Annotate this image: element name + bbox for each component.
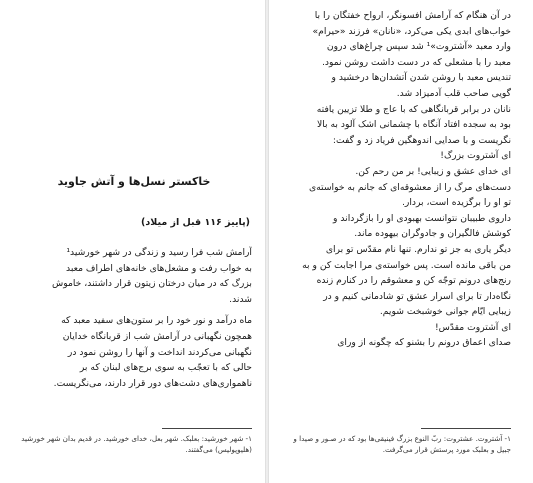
text-line: همچون نگهبانی در آرامش شب از قربانگاه خدایان [62, 330, 252, 342]
text-line: شدند. [229, 293, 252, 305]
footnote-rule [162, 428, 252, 429]
paragraph [16, 313, 252, 391]
footnote: ۱- شهر خورشید: بعلبک. شهر بعل، خدای خورشید. در قدیم بدان شهر خورشید (هلیوپولیس) می‌گفتند. [21, 434, 252, 454]
text-line: به خواب رفت و مشعل‌های خانه‌های اطراف معبد [66, 262, 252, 274]
text-line: معبد را با مشعلی که در دست داشت روشن نمود. [321, 56, 511, 68]
text-line: گویی صاحب قلب آدمیزاد شد. [396, 87, 511, 99]
text-line: آرامش شب فرا رسید و زندگی در شهر خورشید¹ [66, 247, 252, 258]
text-line: ناهمواری‌های دشت‌های دور قرار دارند، می‌نگریست. [53, 377, 252, 389]
text-line: خواب‌های ابدی یکی می‌کرد، «نانان» فرزند «حیرام» [312, 25, 511, 37]
text-line: در آن هنگام که آرامش افسونگر، ارواح خفتگان را با [314, 10, 511, 21]
footnote: ۱- آشتروت. عشتروت: ربّ النوع بزرگ فینیقی‌ها بود که در صـور و صیدا و جبیل و بعلبک مورد پرستش قرار می‌گرفت. [293, 434, 511, 454]
text-line: بزرگ که در میان درختان زیتون قرار داشتند، خاموش [52, 278, 252, 290]
text-line: تو او را برگزیده است، بردار. [401, 197, 511, 209]
text-line: صدای اعماق درونم را بشنو که چگونه از ورای [337, 337, 511, 349]
paragraph [16, 245, 252, 307]
text-line: زیبایی ایّام جوانی خوشبخت شویم. [379, 306, 511, 318]
text-line: ای خدای عشق و زیبایی! بر من رحم کن. [355, 165, 511, 177]
text-line: نگهبانی می‌کردند انداخت و آنها را روشن نمود در [67, 346, 252, 358]
text-line: دست‌های مرگ را از معشوقه‌ای که جانم به خواسته‌ی [308, 181, 511, 193]
text-line: نانان در برابر قربانگاهی که با عاج و طلا تزیین یافته [316, 103, 511, 115]
text-line: ای آشتروت مقدّس! [434, 321, 511, 333]
text-line: دیگر یاری به جز تو ندارم. تنها نام مقدّس تو برای [325, 243, 511, 255]
text-line: بود به سجده افتاد آنگاه با چشمانی اشک آلود به بالا [316, 119, 511, 131]
right-page [270, 0, 533, 483]
left-body-text [16, 245, 252, 397]
text-line: وارد معبد «آشتروت»¹ شد سپس چراغ‌های درون [326, 41, 511, 53]
text-line: نگریست و با صدایی اندوهگین فریاد زد و گفت: [332, 134, 511, 146]
text-line: کوشش فالگیران و جادوگران بیهوده ماند. [354, 228, 511, 240]
text-line: حالی که با تعجّب به سوی برج‌های لبنان که بر [79, 362, 252, 374]
right-body-text [282, 8, 511, 351]
chapter-title: خاکستر نسل‌ها و آتش جاوید [57, 175, 211, 188]
footnote-rule [421, 428, 511, 429]
text-line: رنج‌های درونم توجّه کن و معشوقم را در کنارم زنده [316, 275, 511, 287]
book-gutter [265, 0, 269, 483]
left-page [0, 0, 264, 483]
text-line: داروی طبیبان نتوانست بهبودی او را بازگرداند و [333, 212, 511, 224]
text-line: تندیس معبد با روشن شدن آتشدان‌ها درخشید و [331, 72, 511, 84]
text-line: نگاه‌دار تا برای اسرار عشق تو شادمانی کنیم و در [323, 290, 511, 302]
text-line: ای آشتروت بزرگ! [440, 150, 511, 162]
chapter-date: (پاییز ۱۱۶ قبل از میلاد) [141, 217, 250, 228]
text-line: ماه درآمد و نور خود را بر ستون‌های سفید معبد که [61, 315, 252, 327]
text-line: من باقی مانده است. پس خواسته‌ی مرا اجابت کن و به [302, 259, 511, 271]
